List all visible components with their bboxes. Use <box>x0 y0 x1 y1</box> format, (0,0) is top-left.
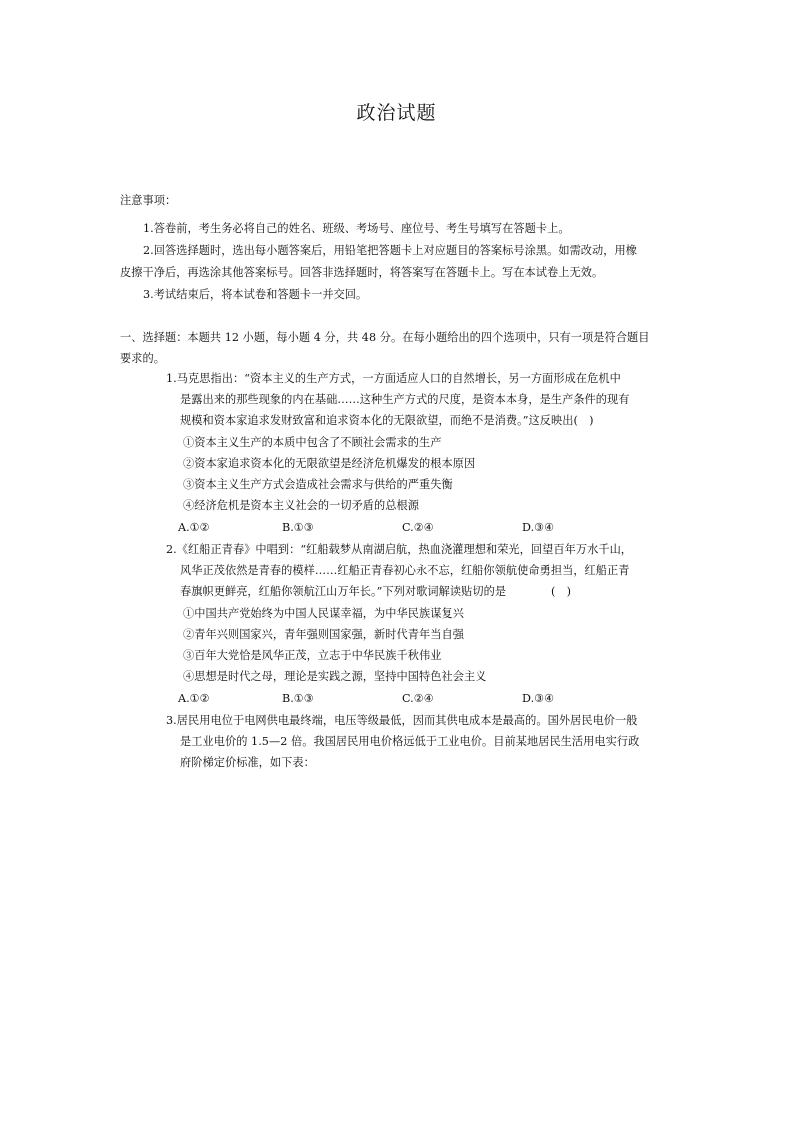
notice-item: 3.考试结束后，将本试卷和答题卡一并交回。 <box>143 288 368 301</box>
question-1-stem-line: 1.马克思指出：“资本主义的生产方式，一方面适应人口的自然增长，另一方面形成在危机中 <box>166 372 621 385</box>
option-c: C.②④ <box>402 692 434 705</box>
section-heading-continuation: 要求的。 <box>120 352 165 365</box>
question-2-stem-line: 2.《红船正青春》中唱到：“红船载梦从南湖启航，热血浇灌理想和荣光，回望百年万水千山， <box>166 543 633 556</box>
option-a: A.①② <box>178 692 210 705</box>
question-2-item: ④思想是时代之母，理论是实践之源，坚持中国特色社会主义 <box>183 670 487 683</box>
question-2-item: ①中国共产党始终为中国人民谋幸福，为中华民族谋复兴 <box>183 607 464 620</box>
notice-heading: 注意事项： <box>120 194 177 207</box>
question-1-item: ②资本家追求资本化的无限欲望是经济危机爆发的根本原因 <box>183 457 476 470</box>
section-heading: 一、选择题：本题共 12 小题，每小题 4 分，共 48 分。在每小题给出的四个选项中，只有一项是符合题目 <box>120 331 650 344</box>
question-2-item: ③百年大党恰是风华正茂，立志于中华民族千秋伟业 <box>183 649 442 662</box>
notice-item: 2.回答选择题时，选出每小题答案后，用铅笔把答题卡上对应题目的答案标号涂黑。如需改动，用橡 <box>143 244 637 257</box>
notice-item-continuation: 皮擦干净后，再选涂其他答案标号。回答非选择题时，将答案写在答题卡上。写在本试卷上无效。 <box>120 266 604 279</box>
question-2-item: ②青年兴则国家兴，青年强则国家强，新时代青年当自强 <box>183 628 464 641</box>
option-d: D.③④ <box>522 692 555 705</box>
option-b: B.①③ <box>282 692 314 705</box>
question-1-item: ①资本主义生产的本质中包含了不顾社会需求的生产 <box>183 436 442 449</box>
option-c: C.②④ <box>402 521 434 534</box>
page-title: 政治试题 <box>356 102 437 124</box>
question-2-stem-line: 春旗帜更鲜亮，红船你领航江山万年长。”下列对歌词解读贴切的是 ( ) <box>180 585 572 598</box>
question-3-stem-line: 3.居民用电位于电网供电最终端，电压等级最低，因而其供电成本是最高的。国外居民电价一般 <box>166 714 638 727</box>
question-1-stem-line: 规模和资本家追求发财致富和追求资本化的无限欲望，而绝不是消费。”这反映出( ) <box>180 414 594 427</box>
question-2-stem-line: 风华正茂依然是青春的模样……红船正青春初心永不忘，红船你领航使命勇担当，红船正青 <box>180 564 630 577</box>
question-3-stem-line: 府阶梯定价标准，如下表： <box>180 756 315 769</box>
option-b: B.①③ <box>282 521 314 534</box>
question-3-stem-line: 是工业电价的 1.5—2 倍。我国居民用电价格远低于工业电价。目前某地居民生活用电实行政 <box>180 735 640 748</box>
question-1-item: ③资本主义生产方式会造成社会需求与供给的严重失衡 <box>183 478 453 491</box>
option-d: D.③④ <box>522 521 555 534</box>
question-1-item: ④经济危机是资本主义社会的一切矛盾的总根源 <box>183 499 419 512</box>
option-a: A.①② <box>178 521 210 534</box>
question-1-stem-line: 是露出来的那些现象的内在基础……这种生产方式的尺度，是资本本身，是生产条件的现有 <box>180 393 630 406</box>
notice-item: 1.答卷前，考生务必将自己的姓名、班级、考场号、座位号、考生号填写在答题卡上。 <box>143 222 570 235</box>
